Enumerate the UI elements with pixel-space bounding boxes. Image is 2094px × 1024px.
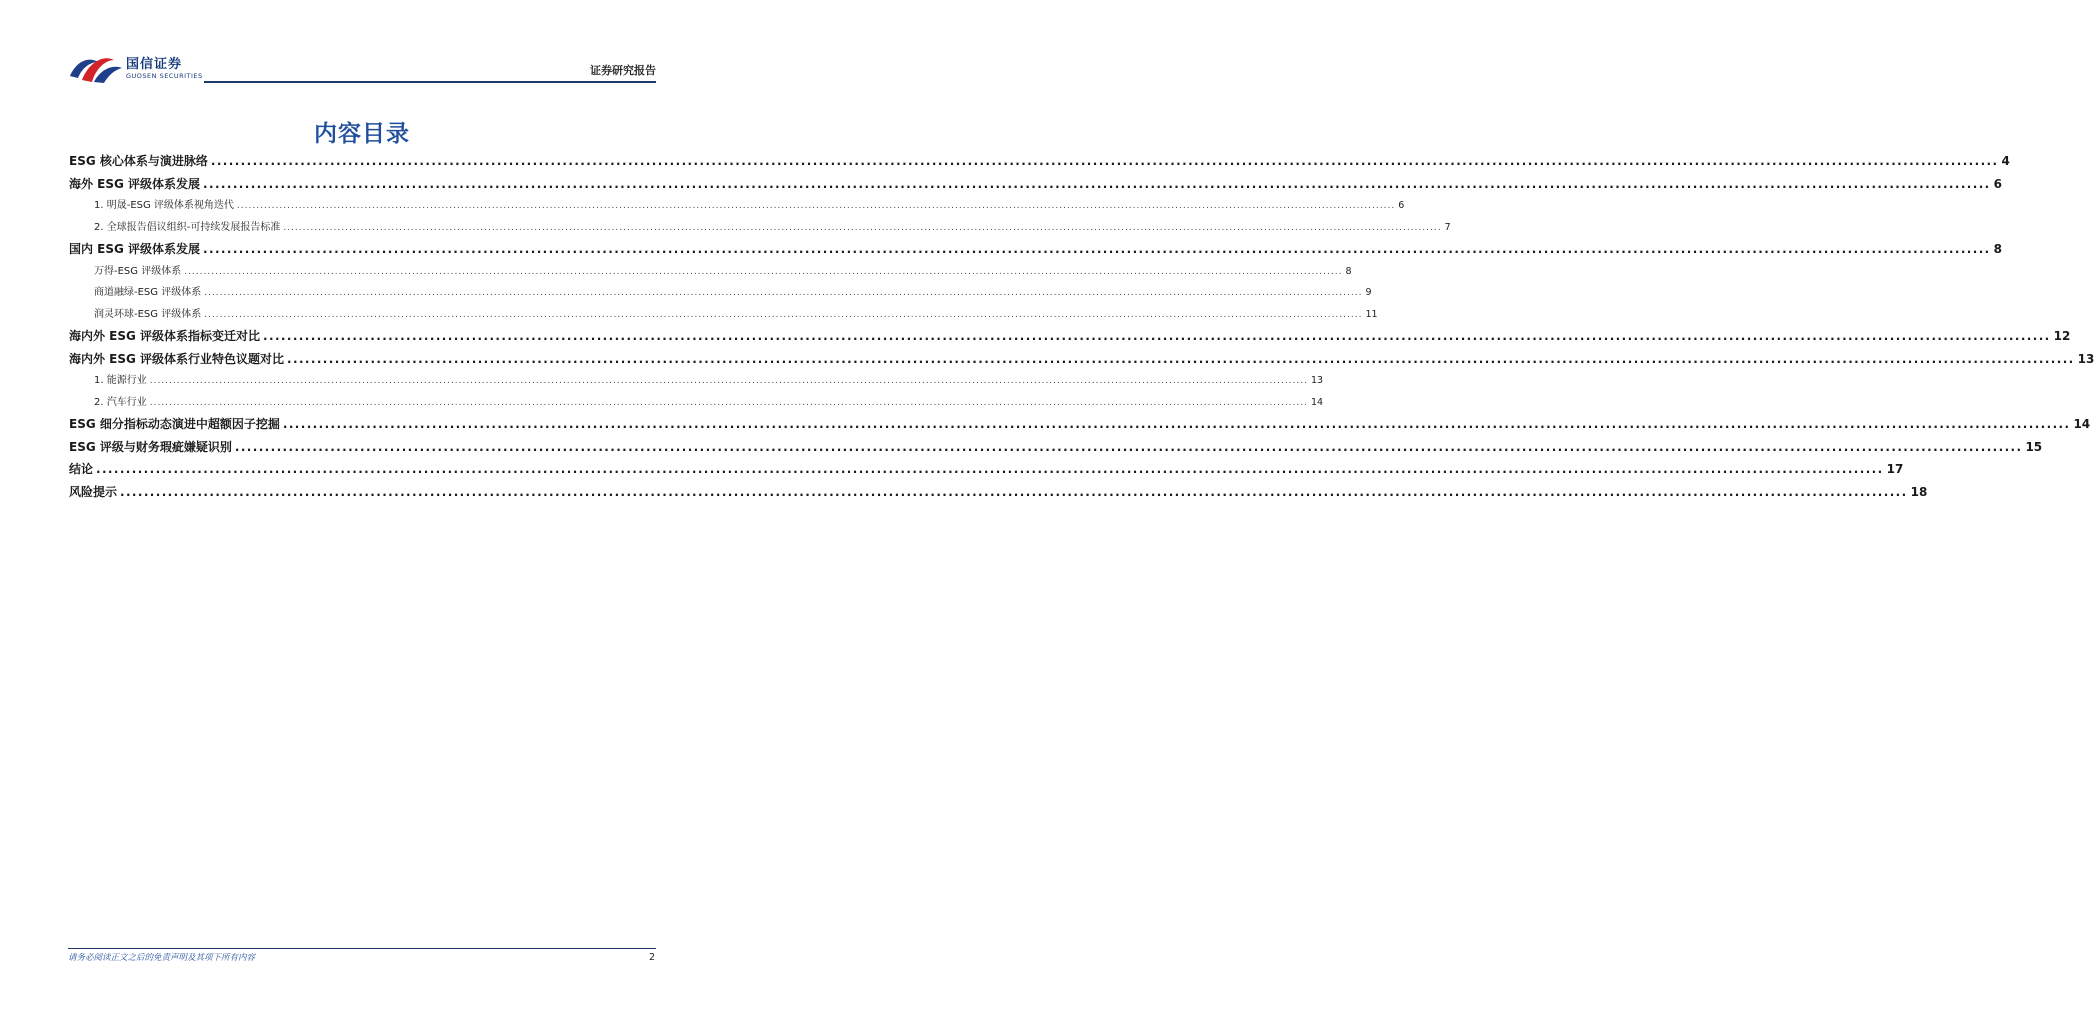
toc-entry-page: 6 xyxy=(1991,173,2002,196)
toc-dot-leader: ............................................................................................................................................................................................................................................................................................................ xyxy=(282,417,2071,431)
toc-entry-label: 海外 ESG 评级体系发展 xyxy=(69,173,203,196)
footer-disclaimer: 请务必阅读正文之后的免责声明及其项下所有内容 xyxy=(68,953,256,963)
toc-entry-page: 13 xyxy=(1308,370,1323,392)
header-divider xyxy=(204,81,656,83)
toc-dot-leader: ............................................................................................................................................................................................................................................................................................................ xyxy=(263,329,2051,343)
toc-dot-leader: ............................................................................................................................................................................................................................................................................................................ xyxy=(203,242,1991,256)
toc-entry[interactable] xyxy=(69,348,2094,371)
page-number: 2 xyxy=(648,952,655,963)
toc-dot-leader: ............................................................................................................................................................................................................................................................................................................ xyxy=(234,439,2023,454)
toc-subentry[interactable] xyxy=(69,282,1372,304)
toc-dot-leader: ............................................................................................................................................................................................................................................................................................................ xyxy=(236,201,1396,211)
toc-entry-label: ESG 核心体系与演进脉络 xyxy=(69,150,211,173)
footer-divider xyxy=(68,948,656,949)
toc-subentry[interactable] xyxy=(69,392,1324,414)
toc-entry-page: 8 xyxy=(1342,261,1351,283)
toc-entry[interactable] xyxy=(69,413,2091,436)
toc-entry-label: ESG 评级与财务瑕疵嫌疑识别 xyxy=(69,436,235,459)
toc-entry-label: 国内 ESG 评级体系发展 xyxy=(69,238,203,261)
toc-entry-label: 海内外 ESG 评级体系行业特色议题对比 xyxy=(69,348,287,371)
toc-dot-leader: ............................................................................................................................................................................................................................................................................................................ xyxy=(210,154,1999,168)
toc-entry-page: 11 xyxy=(1362,304,1377,326)
toc-entry-page: 14 xyxy=(2070,413,2090,436)
toc-entry-label: 万得-ESG 评级体系 xyxy=(94,261,184,283)
toc-entry-page: 6 xyxy=(1395,195,1404,217)
table-of-contents xyxy=(69,150,2094,503)
toc-entry-label: 2. 汽车行业 xyxy=(94,392,150,414)
logo-chinese-text: 国信证券 xyxy=(126,57,183,72)
toc-dot-leader: ............................................................................................................................................................................................................................................................................................................ xyxy=(149,376,1308,386)
toc-entry[interactable] xyxy=(69,458,1904,481)
toc-entry-label: 1. 能源行业 xyxy=(94,370,150,392)
report-type-label: 证券研究报告 xyxy=(590,64,656,77)
toc-entry-label: 商道融绿-ESG 评级体系 xyxy=(94,282,204,304)
toc-dot-leader: ............................................................................................................................................................................................................................................................................................................ xyxy=(149,397,1308,408)
toc-entry-label: 风险提示 xyxy=(69,481,120,504)
toc-entry-label: 2. 全球报告倡议组织-可持续发展报告标准 xyxy=(94,217,283,239)
toc-entry-page: 14 xyxy=(1308,392,1323,414)
toc-dot-leader: ............................................................................................................................................................................................................................................................................................................ xyxy=(204,288,1363,298)
toc-entry[interactable] xyxy=(69,150,2010,173)
toc-entry-page: 13 xyxy=(2075,348,2094,371)
toc-entry[interactable] xyxy=(69,238,2002,261)
toc-entry-label: 润灵环球-ESG 评级体系 xyxy=(94,304,204,326)
toc-entry[interactable] xyxy=(69,436,2043,459)
guosen-logo-icon xyxy=(68,50,124,84)
toc-subentry[interactable] xyxy=(69,217,1451,239)
toc-entry-page: 8 xyxy=(1991,238,2002,261)
toc-entry[interactable] xyxy=(69,173,2002,196)
guosen-logo xyxy=(68,50,218,84)
toc-entry-page: 4 xyxy=(1998,150,2009,173)
toc-entry-label: ESG 细分指标动态演进中超额因子挖掘 xyxy=(69,413,283,436)
toc-title: 内容目录 xyxy=(314,121,410,147)
toc-dot-leader: ............................................................................................................................................................................................................................................................................................................ xyxy=(120,484,1908,499)
toc-subentry[interactable] xyxy=(69,195,1405,217)
toc-entry-page: 7 xyxy=(1442,217,1451,239)
toc-entry-page: 9 xyxy=(1362,282,1371,304)
toc-entry-label: 结论 xyxy=(69,458,96,481)
toc-subentry[interactable] xyxy=(69,261,1352,283)
page-header xyxy=(68,46,656,86)
toc-dot-leader: ............................................................................................................................................................................................................................................................................................................ xyxy=(204,309,1363,320)
toc-entry-label: 海内外 ESG 评级体系指标变迁对比 xyxy=(69,325,263,348)
toc-entry[interactable] xyxy=(69,481,1928,504)
toc-entry-label: 1. 明晟-ESG 评级体系视角迭代 xyxy=(94,195,237,217)
toc-entry-page: 17 xyxy=(1884,458,1904,481)
toc-entry[interactable] xyxy=(69,325,2071,348)
toc-dot-leader: ............................................................................................................................................................................................................................................................................................................ xyxy=(184,266,1343,277)
toc-dot-leader: ............................................................................................................................................................................................................................................................................................................ xyxy=(96,462,1884,476)
toc-subentry[interactable] xyxy=(69,304,1378,326)
toc-entry-page: 18 xyxy=(1908,481,1928,504)
toc-dot-leader: ............................................................................................................................................................................................................................................................................................................ xyxy=(203,176,1991,191)
toc-entry-page: 12 xyxy=(2051,325,2071,348)
toc-dot-leader: ............................................................................................................................................................................................................................................................................................................ xyxy=(287,351,2075,366)
toc-subentry[interactable] xyxy=(69,370,1324,392)
toc-dot-leader: ............................................................................................................................................................................................................................................................................................................ xyxy=(283,222,1442,233)
toc-entry-page: 15 xyxy=(2022,436,2042,459)
logo-english-text: GUOSEN SECURITIES xyxy=(126,72,203,80)
